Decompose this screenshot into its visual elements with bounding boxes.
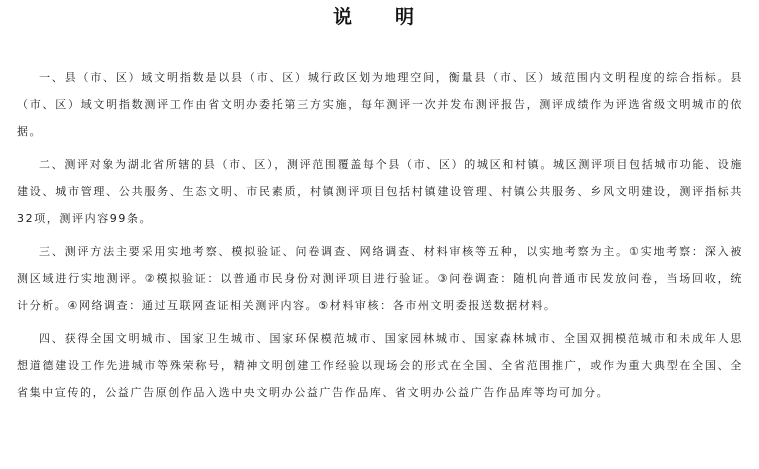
- paragraph-1: 一、县（市、区）域文明指数是以县（市、区）城行政区划为地理空间，衡量县（市、区）域范围内文明程度的综合指标。县（市、区）域文明指数测评工作由省文明办委托第三方实施，每年测评一次并发布测评报告，测评成绩作为评选省级文明城市的依据。: [17, 71, 743, 138]
- paragraph-3: 三、测评方法主要采用实地考察、模拟验证、问卷调查、网络调查、材料审核等五种，以实地考察为主。①实地考察：深入被测区域进行实地测评。②模拟验证：以普通市民身份对测评项目进行验证。③问卷调查：随机向普通市民发放问卷，当场回收，统计分析。④网络调查：通过互联网查证相关测评内容。⑤材料审核：各市州文明委报送数据材料。: [17, 245, 743, 312]
- paragraph-4: 四、获得全国文明城市、国家卫生城市、国家环保模范城市、国家园林城市、国家森林城市、全国双拥模范城市和未成年人思想道德建设工作先进城市等殊荣称号，精神文明创建工作经验以现场会的形式在全国、全省范围推广，或作为重大典型在全国、全省集中宣传的，公益广告原创作品入选中央文明办公益广告作品库、省文明办公益广告作品库等均可加分。: [17, 332, 743, 399]
- paragraph-2: 二、测评对象为湖北省所辖的县（市、区），测评范围覆盖每个县（市、区）的城区和村镇。城区测评项目包括城市功能、设施建设、城市管理、公共服务、生态文明、市民素质，村镇测评项目包括村镇建设管理、村镇公共服务、乡风文明建设，测评指标共32项，测评内容99条。: [17, 158, 743, 225]
- page-title: 说 明: [332, 6, 426, 28]
- document-body: [17, 64, 743, 412]
